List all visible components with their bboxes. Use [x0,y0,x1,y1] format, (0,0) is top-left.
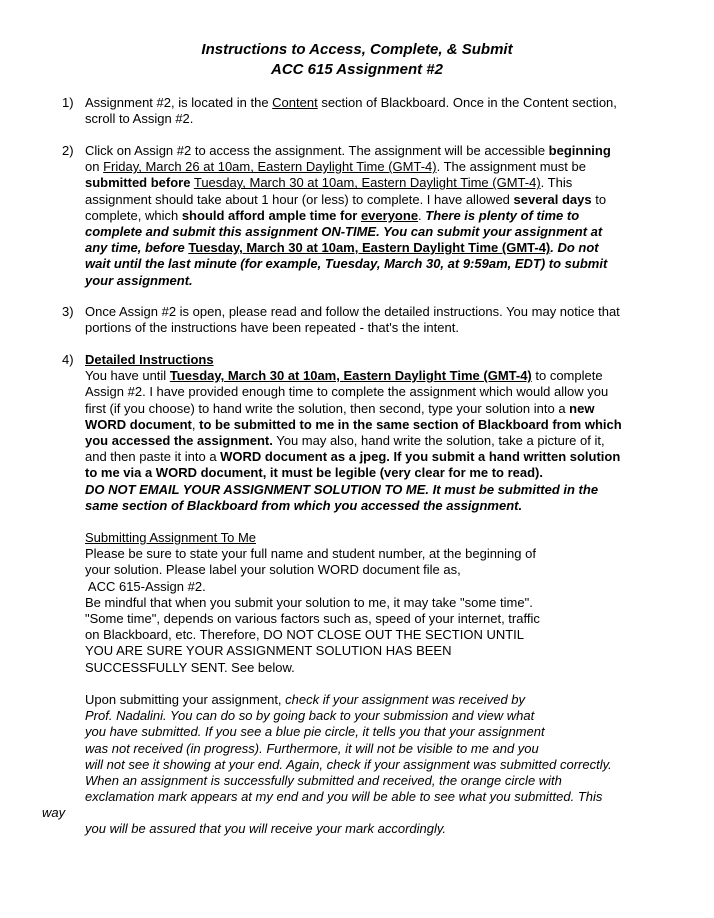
detailed-instructions-heading: Detailed Instructions [85,352,214,367]
item-1-paragraph [85,95,677,127]
upon-line: When an assignment is successfully submitted and received, the orange circle with [85,773,562,789]
item-4-line-9: same section of Blackboard from which you accessed the assignment. [85,497,523,513]
item-2-line-1: Click on Assign #2 to access the assignment. The assignment will be accessible beginning [85,143,611,158]
content-link-text: Content [272,95,318,110]
item-2-line-8: wait until the last minute (for example, Tuesday, March 30, at 9:59am, EDT) to submit [85,256,608,272]
item-4-line-2: Assign #2. I have provided enough time to complete the assignment which would allow you [85,384,609,400]
submitting-line: YOU ARE SURE YOUR ASSIGNMENT SOLUTION HAS BEEN [85,643,452,659]
submitting-line: Please be sure to state your full name and student number, at the beginning of [85,546,536,562]
submitting-line: SUCCESSFULLY SENT. See below. [85,659,295,675]
item-4-line-5: you accessed the assignment. You may also, hand write the solution, take a picture of it, [85,433,605,449]
orphan-word-way: way [42,805,66,820]
item-2-paragraph [85,143,677,289]
item-2-number: 2) [62,143,74,158]
submitting-heading: Submitting Assignment To Me [85,530,257,545]
item-2-line-9: your assignment. [85,272,193,288]
item-4-number: 4) [62,352,74,367]
due-date: Tuesday, March 30 at 10am, Eastern Daylight Time (GMT-4) [193,175,541,191]
item-1-line-1: Assignment #2, is located in the Content section of Blackboard. Once in the Content section, [85,95,617,110]
submitting-line: "Some time", depends on various factors such as, speed of your internet, traffic [85,611,540,627]
submitting-line: your solution. Please label your solution WORD document file as, [85,562,461,578]
submitting-line: ACC 615-Assign #2. [85,578,206,594]
upon-line: Prof. Nadalini. You can do so by going back to your submission and view what [85,708,535,724]
item-4-line-6: and then paste it into a WORD document as a jpeg. If you submit a hand written solution [85,449,621,465]
item-3-line-1: Once Assign #2 is open, please read and follow the detailed instructions. You may notice that [85,304,620,319]
upon-line-1: Upon submitting your assignment, check if your assignment was received by [85,692,526,707]
upon-line: you have submitted. If you see a blue pie circle, it tells you that your assignment [85,724,545,740]
upon-line: exclamation mark appears at my end and you will be able to see what you submitted. This [85,789,603,805]
submitting-line: on Blackboard, etc. Therefore, DO NOT CLOSE OUT THE SECTION UNTIL [85,627,525,643]
item-3-paragraph [85,304,677,336]
document-title-line-2: ACC 615 Assignment #2 [270,61,443,78]
document-title-line-1: Instructions to Access, Complete, & Submit [201,41,513,58]
item-1-number: 1) [62,95,74,110]
submitting-line: Be mindful that when you submit your solution to me, it may take "some time". [85,594,533,610]
upon-submitting-paragraph [85,692,677,805]
item-1-line-2: scroll to Assign #2. [85,111,194,127]
item-2-line-6: complete and submit this assignment ON-TIME. You can submit your assignment at [85,224,603,240]
due-date-emphasis: Tuesday, March 30 at 10am, Eastern Daylight Time (GMT-4) [188,240,551,256]
item-3-line-2: portions of the instructions have been repeated - that's the intent. [85,320,459,336]
item-4-paragraph [85,352,677,514]
upon-last-line: you will be assured that you will receive your mark accordingly. [85,821,447,836]
item-4-line-3: first (if you choose) to hand write the solution, then second, type your solution into a new [85,400,595,416]
item-4-line-4: WORD document, to be submitted to me in the same section of Blackboard from which [85,416,622,432]
item-4-line-7: to me via a WORD document, it must be legible (very clear for me to read). [85,465,543,481]
item-4-line-1: You have until Tuesday, March 30 at 10am, Eastern Daylight Time (GMT-4) to complete [85,368,603,384]
item-2-line-5: complete, which should afford ample time for everyone. There is plenty of time to [85,207,580,223]
item-4-line-8: DO NOT EMAIL YOUR ASSIGNMENT SOLUTION TO ME. It must be submitted in the [85,481,599,497]
item-2-line-2: on Friday, March 26 at 10am, Eastern Daylight Time (GMT-4). The assignment must be [85,159,586,175]
upon-line: was not received (in progress). Furthermore, it will not be visible to me and you [85,740,539,756]
item-2-line-7: any time, before Tuesday, March 30 at 10am, Eastern Daylight Time (GMT-4). Do not [85,240,599,256]
item-3-number: 3) [62,304,74,319]
start-date: Friday, March 26 at 10am, Eastern Daylight Time (GMT-4) [103,159,437,175]
item-2-line-4: assignment should take about 1 hour (or less) to complete. I have allowed several days to [85,191,607,207]
item-2-line-3: submitted before Tuesday, March 30 at 10am, Eastern Daylight Time (GMT-4). This [85,175,573,191]
submitting-section [85,530,677,676]
upon-line: will not see it showing at your end. Again, check if your assignment was submitted correctly. [85,756,612,772]
